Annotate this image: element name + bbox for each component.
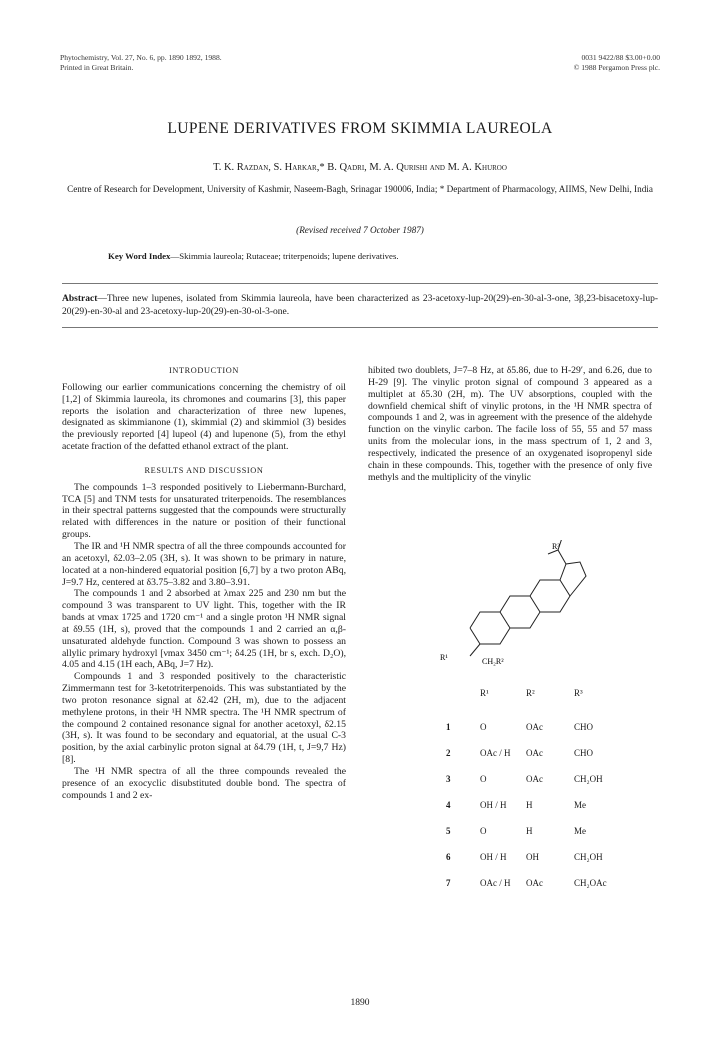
- keywords: [108, 251, 668, 261]
- revised-date: (Revised received 7 October 1987): [296, 225, 424, 235]
- col-r3: R³: [574, 688, 583, 698]
- ch2r2-label: CH₂R²: [482, 657, 504, 666]
- intro-heading: INTRODUCTION: [169, 366, 239, 375]
- lupene-skeleton-structure: [440, 540, 600, 670]
- keywords-label: Key Word Index: [108, 251, 171, 261]
- results-heading: RESULTS AND DISCUSSION: [144, 465, 264, 475]
- table-row: 5 O H Me: [446, 826, 586, 836]
- table-row: 4 OH / H H Me: [446, 800, 586, 810]
- authors: T. K. Razdan, S. Harkar,* B. Qadri, M. A. Qurishi and M. A. Khuroo: [213, 162, 507, 173]
- publisher-header: [574, 53, 660, 73]
- intro-paragraph: Following our earlier communications concerning the chemistry of oil [1,2] of Skimmia laureola, its chromones and coumarins [3], this paper reports the isolation and characterization of three new lupenes, designated as skimmianone (1), skimmial (2) and skimmiol (3) besides the previously reported [4] lupeol (4) and lupenone (5), from the ethyl acetate fraction of the defatted ethanol extract of the plant.: [62, 381, 346, 453]
- price-code: 0031 9422/88 $3.00+0.00: [581, 53, 660, 62]
- page-number: 1890: [350, 998, 370, 1008]
- table-row: 6 OH / H OH CH₂OH: [446, 852, 603, 862]
- journal-citation: Phytochemistry, Vol. 27, No. 6, pp. 1890 1892, 1988.: [60, 53, 222, 62]
- affiliation: Centre of Research for Development, University of Kashmir, Naseem-Bagh, Srinagar 190006, India; * Department of Pharmacology, AIIMS, New Delhi, India: [67, 184, 653, 194]
- paper-title: LUPENE DERIVATIVES FROM SKIMMIA LAUREOLA: [167, 120, 553, 137]
- left-column: [62, 365, 346, 802]
- keywords-text: —Skimmia laureola; Rutaceae; triterpenoids; lupene derivatives.: [170, 251, 399, 261]
- divider-bottom: [62, 327, 658, 328]
- results-paragraph: The compounds 1–3 responded positively to Liebermann-Burchard, TCA [5] and TNM tests for unsaturated triterpenoids. The resemblances in their spectral patterns suggested that the compounds were structurally related with differences in the nature or position of their functional groups.: [62, 481, 346, 541]
- col-r1: R¹: [480, 688, 489, 698]
- abstract: [62, 293, 658, 318]
- results-paragraph: Compounds 1 and 3 responded positively to the characteristic Zimmermann test for 3-ketotriterpenoids. This was substantiated by the two proton resonance signal at δ2.42 (2H, m), due to the adjacent methylene protons, in their ¹H NMR spectra. The ¹H NMR spectrum of the compound 2 contained resonance signal for another acetoxyl, δ2.15 (3H, s). It was found to be secondary and equatorial, at the usual C-3 position, by the axial carbinylic proton signal at δ4.79 (1H, t, J=9,7 Hz) [8].: [62, 671, 346, 766]
- table-row: 7 OAc / H OAc CH₂OAc: [446, 878, 607, 888]
- r3-label: R³: [552, 542, 560, 551]
- compound-table-header: [446, 688, 626, 714]
- printed-in: Printed in Great Britain.: [60, 63, 134, 72]
- results-paragraph: The IR and ¹H NMR spectra of all the three compounds accounted for an acetoxyl, δ2.03–2.05 (3H, s). It was shown to be primary in nature, located at a non-hindered equatorial position [6,7] by a two proton ABq, J=9.7 Hz, centered at δ3.75–3.82 and 3.80–3.91.: [62, 540, 346, 588]
- abstract-text: —Three new lupenes, isolated from Skimmia laureola, have been characterized as 23-acetoxy-lup-20(29)-en-30-al-3-one, 3β,23-bisacetoxy-lup-20(29)-en-30-al and 23-acetoxy-lup-20(29)-en-30-ol-3-one.: [62, 294, 658, 317]
- copyright: © 1988 Pergamon Press plc.: [573, 63, 660, 72]
- results-paragraph: The ¹H NMR spectra of all the three compounds revealed the presence of an exocyclic disubstituted double bond. The spectra of compounds 1 and 2 ex-: [62, 766, 346, 801]
- right-column: [368, 365, 652, 483]
- journal-header: [60, 53, 222, 73]
- right-column-paragraph: hibited two doublets, J=7–8 Hz, at δ5.86, due to H-29′, and 6.26, due to H-29 [9]. The vinylic proton signal of compound 3 appeared as a multiplet at δ5.30 (2H, m). The UV absorptions, coupled with the downfield chemical shift of vinylic protons, in the ¹H NMR spectra of compounds 1 and 2, was in agreement with the presence of the aldehyde function on the vinylic carbon. The facile loss of 55, 55 and 57 mass units from the molecular ions, in the mass spectrum of 1, 2 and 3, respectively, indicated the presence of an oxygenated isopropenyl side chain in these compounds. This, together with the presence of only five methyls and the multiplicity of the vinylic: [368, 365, 652, 483]
- divider-top: [62, 283, 658, 284]
- results-paragraph: The compounds 1 and 2 absorbed at λmax 225 and 230 nm but the compound 3 was transparent to UV light. This, together with the IR bands at νmax 1725 and 1720 cm⁻¹ and a single proton ¹H NMR signal at δ9.55 (1H, s), proved that the compounds 1 and 2 carried an α,β-unsaturated aldehyde function. Compound 3 was shown to possess an allylic primary hydroxyl [νmax 3450 cm⁻¹; δ4.25 (1H, br s, exch. D₂O), 4.05 and 4.15 (1H each, ABq, J=7 Hz).: [62, 588, 346, 671]
- compound-table: [446, 688, 626, 896]
- col-r2: R²: [526, 688, 535, 698]
- table-row: 3 O OAc CH₂OH: [446, 774, 603, 784]
- table-row: 1 O OAc CHO: [446, 722, 594, 732]
- table-row: 2 OAc / H OAc CHO: [446, 748, 594, 758]
- abstract-label: Abstract: [62, 294, 98, 304]
- r1-label: R¹: [440, 653, 448, 662]
